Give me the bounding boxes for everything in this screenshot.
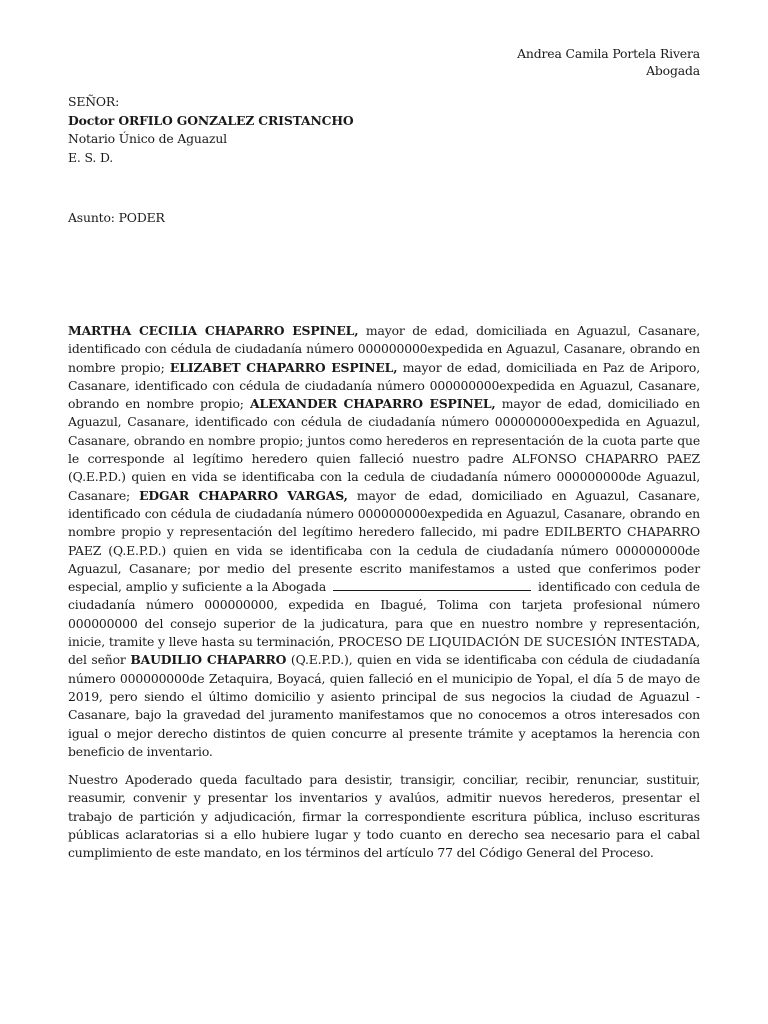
grantor-name-2: ELIZABET CHAPARRO ESPINEL, bbox=[169, 359, 398, 375]
salutation: SEÑOR: bbox=[68, 94, 120, 109]
recipient-block bbox=[68, 93, 354, 167]
subject-line: Asunto: PODER bbox=[68, 210, 165, 225]
deceased-name: BAUDILIO CHAPARRO bbox=[130, 652, 287, 668]
paragraph-1-text-4: mayor de edad, domiciliado en Aguazul, Casanare, identificado con cédula de ciudadanía número 000000000expedida en Aguazul, Casanare, obrando en nombre propio y representación del legítimo heredero fallecido, mi padre EDILBERTO CHAPARRO PAEZ (Q.E.P.D.) quien en vida se identificaba con la cedula de ciudadanía número 000000000de Aguazul, Casanare; por medio del presente escrito manifestamos a usted que conferimos poder especial, amplio y suficiente a la Abogada bbox=[68, 487, 700, 595]
letterhead bbox=[517, 45, 700, 79]
paragraph-1 bbox=[68, 322, 700, 761]
grantor-name-4: EDGAR CHAPARRO VARGAS, bbox=[139, 487, 348, 503]
paragraph-1-text-1: mayor de edad, domiciliada en Aguazul, Casanare, identificado con cédula de ciudadanía número 000000000expedida en Aguazul, Casanare, obrando en nombre propio; bbox=[68, 323, 701, 375]
recipient-name: Doctor ORFILO GONZALEZ CRISTANCHO bbox=[68, 112, 354, 128]
paragraph-2: Nuestro Apoderado queda facultado para desistir, transigir, conciliar, recibir, renunciar, sustituir, reasumir, convenir y presentar los inventarios y avalúos, admitir nuevos herederos, presentar el trabajo de partición y adjudicación, firmar la correspondiente escritura pública, incluso escrituras públicas aclaratorias si a ello hubiere lugar y todo cuanto en derecho sea necesario para el cabal cumplimiento de este mandato, en los términos del artículo 77 del Código General del Proceso. bbox=[68, 772, 700, 861]
paragraph-1-text-2: mayor de edad, domiciliada en Paz de Ariporo, Casanare, identificado con cédula de ciudadanía número 000000000expedida en Aguazul, Casanare, obrando en nombre propio; bbox=[68, 359, 700, 412]
recipient-esd: E. S. D. bbox=[68, 149, 114, 165]
author-name: Andrea Camila Portela Rivera bbox=[517, 46, 700, 61]
paragraph-1-text-3: mayor de edad, domiciliado en Aguazul, Casanare, identificado con cédula de ciudadanía número 000000000expedida en Aguazul, Casanare, obrando en nombre propio; juntos como herederos en representación de la cuota parte que le corresponde al legítimo heredero quien falleció nuestro padre ALFONSO CHAPARRO PAEZ (Q.E.P.D.) quien en vida se identificaba con la cedula de ciudadanía número 000000000de Aguazul, Casanare; bbox=[68, 396, 700, 503]
author-title: Abogada bbox=[646, 63, 700, 78]
recipient-position: Notario Único de Aguazul bbox=[68, 131, 227, 146]
paragraph-1-text-5: identificado con cedula de ciudadanía número 000000000, expedida en Ibagué, Tolima con tarjeta profesional número 000000000 del consejo superior de la judicatura, para que en nuestro nombre y representación, inicie, tramite y lleve hasta su terminación, PROCESO DE LIQUIDACIÓN DE SUCESIÓN INTESTADA, del señor bbox=[68, 579, 700, 668]
grantor-name-1: MARTHA CECILIA CHAPARRO ESPINEL, bbox=[68, 323, 359, 338]
letter-body bbox=[68, 322, 700, 873]
paragraph-1-text-6: (Q.E.P.D.), quien en vida se identificaba con cédula de ciudadanía número 000000000de Zetaquira, Boyacá, quien falleció en el municipio de Yopal, el día 5 de mayo de 2019, pero siendo el último domicilio y asiento principal de sus negocios la ciudad de Aguazul - Casanare, bajo la gravedad del juramento manifestamos que no conocemos a otros interesados con igual o mejor derecho distintos de quien concurre al presente trámite y aceptamos la herencia con beneficio de inventario. bbox=[68, 652, 700, 759]
grantor-name-3: ALEXANDER CHAPARRO ESPINEL, bbox=[249, 396, 496, 412]
attorney-name-blank bbox=[333, 579, 531, 591]
